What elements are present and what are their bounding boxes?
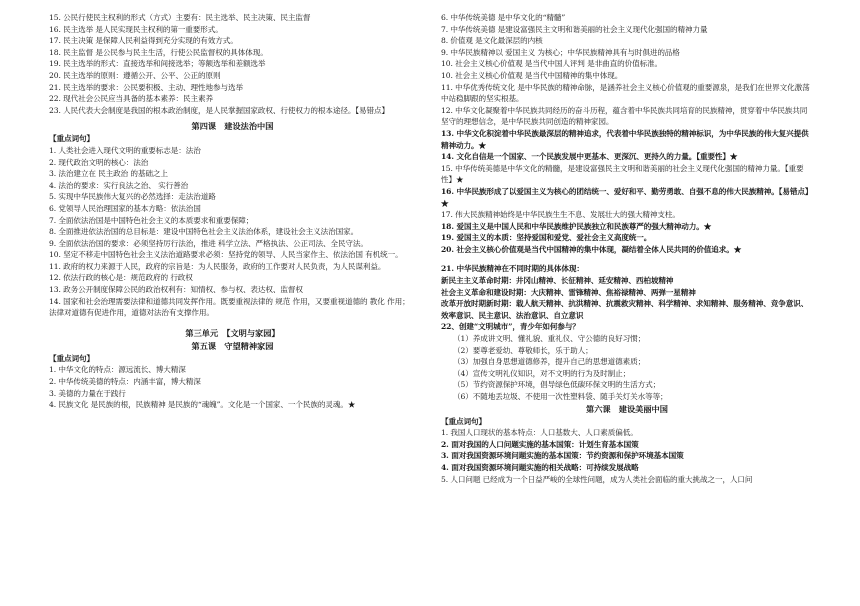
text-line: 20. 民主选举的原则：遵循公开、公平、公正的原则 bbox=[49, 70, 221, 80]
text-paragraph: 11. 政府的权力来源于人民，政府的宗旨是：为人民服务，政府的工作要对人民负责，为人民谋利益。 bbox=[49, 261, 386, 271]
text-line: 18. 民主监督 是公民参与民主生活，行使公民监督权的具体体现。 bbox=[49, 47, 268, 57]
text-line: 22. 现代社会公民应当具备的基本素养：民主素养 bbox=[49, 94, 213, 104]
list-item: （6）不随地丢垃圾、不使用一次性塑料袋、随手关灯关水等等； bbox=[453, 392, 668, 401]
text-line: 1. 中华文化的特点：源远流长、博大精深 bbox=[49, 365, 186, 375]
text-paragraph: 14. 国家和社会治理需要法律和道德共同发挥作用。既要重视法律的 规范 作用，又要重视道德的 教化 作用；法律对道德有促进作用，道德对法治有支撑作用。 bbox=[49, 296, 410, 318]
text-line: 社会主义革命和建设时期：大庆精神、雷锋精神、焦裕禄精神、两弹一星精神 bbox=[441, 287, 696, 297]
text-line: 1. 人类社会进入现代文明的重要标志是：法治 bbox=[49, 145, 201, 155]
text-paragraph: 12. 中华文化凝聚着中华民族共同经历的奋斗历程，蕴含着中华民族共同培育的民族精神，贯穿着中华民族共同坚守的理想信念，是中华民族共同创造的精神家园。 bbox=[441, 105, 808, 127]
text-paragraph: 15. 中华传统美德是中华文化的精髓，是建设富强民主文明和谐美丽的社会主义现代化强国的精神力量。【重要性】★ bbox=[441, 163, 804, 185]
text-line: 17. 伟大民族精神始终是中华民族生生不息、发展壮大的强大精神支柱。 bbox=[441, 210, 680, 220]
text-line: 8. 价值观 是文化最深层的内核 bbox=[441, 36, 543, 46]
text-line: 19. 民主选举的形式：直接选举和间接选举；等额选举和差额选举 bbox=[49, 59, 266, 69]
text-line: 2. 中华传统美德的特点：内涵丰富，博大精深 bbox=[49, 377, 201, 387]
text-line: 6. 党领导人民治理国家的基本方略：依法治国 bbox=[49, 203, 201, 213]
section-title: 22、创建“文明城市”，青少年如何参与？ bbox=[441, 322, 580, 332]
list-item: （2）要尊老爱幼、尊敬师长，乐于助人； bbox=[453, 345, 593, 355]
text-line: 20. 社会主义核心价值观是当代中国精神的集中体现，凝结着全体人民共同的价值追求。★ bbox=[441, 244, 742, 254]
text-line: 3. 法治建立在 民主政治 的基础之上 bbox=[49, 169, 168, 179]
text-line: 18. 爱国主义是中国人民和中华民族维护民族独立和民族尊严的强大精神动力。★ bbox=[441, 221, 712, 231]
text-line: 8. 全面推进依法治国的总目标是：建设中国特色社会主义法治体系，建设社会主义法治国家。 bbox=[49, 227, 359, 237]
lesson-heading: 第五课 守望精神家园 bbox=[191, 340, 274, 351]
text-line: 19. 爱国主义的本质：坚持爱国和爱党、爱社会主义高度统一。 bbox=[441, 233, 652, 243]
key-points-label: 【重点词句】 bbox=[441, 416, 486, 426]
text-line: 1. 我国人口现状的基本特点：人口基数大、人口素质偏低。 bbox=[441, 428, 638, 438]
text-line: 21. 民主选举的要求：公民要积极、主动、理性地参与选举 bbox=[49, 82, 243, 92]
text-line: 2. 面对我国的人口问题实施的基本国策：计划生育基本国策 bbox=[441, 439, 639, 449]
text-line: 6. 中华传统美德 是中华文化的“精髓” bbox=[441, 13, 566, 22]
text-line: 3. 美德的力量在于践行 bbox=[49, 388, 126, 398]
text-line: 10. 社会主义核心价值观 是当代中国精神的集中体现。 bbox=[441, 70, 623, 80]
text-line: 14. 文化自信是一个国家、一个民族发展中更基本、更深沉、更持久的力量。【重要性】★ bbox=[441, 152, 738, 162]
list-item: （1）养成讲文明、懂礼貌、重礼仪、守公德的良好习惯； bbox=[453, 334, 646, 344]
text-line: 13. 政务公开制度保障公民的政治权利有：知情权、参与权、表达权、监督权 bbox=[49, 285, 303, 295]
lesson-heading: 第四课 建设法治中国 bbox=[191, 121, 274, 132]
text-paragraph: 13. 中华文化积淀着中华民族最深层的精神追求，代表着中华民族独特的精神标识，为中华民族的伟大复兴提供精神动力。★ bbox=[441, 128, 809, 150]
text-paragraph: 11. 中华优秀传统文化 是中华民族的精神命脉，是涵养社会主义核心价值观的重要源泉，是我们在世界文化激荡中站稳脚跟的坚实根基。 bbox=[441, 82, 810, 104]
text-line: 15. 公民行使民主权利的形式（方式）主要有：民主选举、民主决策、民主监督 bbox=[49, 13, 311, 22]
left-column bbox=[49, 12, 416, 411]
text-line: 17. 民主决策 是保障人民利益得到充分实现的有效方式。 bbox=[49, 36, 238, 46]
lesson-heading: 第六课 建设美丽中国 bbox=[586, 403, 668, 414]
text-line: 5. 人口问题 已经成为一个日益严峻的全球性问题，成为人类社会面临的重大挑战之一，人口问 bbox=[441, 474, 753, 484]
unit-heading: 第三单元 【文明与家园】 bbox=[185, 327, 280, 338]
list-item: （5）节约资源保护环境，倡导绿色低碳环保文明的生活方式； bbox=[453, 380, 661, 390]
key-points-label: 【重点词句】 bbox=[49, 353, 94, 363]
text-paragraph: 10. 坚定不移走中国特色社会主义法治道路要求必须：坚持党的领导、人民当家作主、依法治国 有机统一。 bbox=[49, 250, 403, 260]
text-line: 4. 法治的要求：实行良法之治、 实行善治 bbox=[49, 180, 189, 190]
text-line: 16. 民主选举 是人民实现民主权利的第一重要形式。 bbox=[49, 24, 223, 34]
text-line: 7. 中华传统美德 是建设富强民主文明和谐美丽的社会主义现代化强国的精神力量 bbox=[441, 24, 708, 34]
text-line: 5. 实现中华民族伟大复兴的必然选择：走法治道路 bbox=[49, 192, 216, 202]
text-line: 2. 现代政治文明的核心：法治 bbox=[49, 157, 149, 167]
section-title: 21. 中华民族精神在不同时期的具体体现： bbox=[441, 264, 584, 274]
text-line: 7. 全面依法治国是中国特色社会主义的本质要求和重要保障； bbox=[49, 215, 254, 225]
text-paragraph: 16. 中华民族形成了以爱国主义为核心的团结统一、爱好和平、勤劳勇敢、自强不息的伟大民族精神。【易错点】★ bbox=[441, 186, 813, 208]
right-column bbox=[441, 12, 813, 485]
text-paragraph: 9. 全面依法治国的要求：必须坚持厉行法治，推进 科学立法、严格执法、公正司法、全民守法。 bbox=[49, 238, 368, 248]
text-line: 9. 中华民族精神以 爱国主义 为核心；中华民族精神具有与时俱进的品格 bbox=[441, 47, 680, 57]
text-line: 12. 依法行政的核心是：规范政府的 行政权 bbox=[49, 273, 193, 283]
key-points-label: 【重点词句】 bbox=[49, 134, 94, 144]
text-line: 10. 社会主义核心价值观 是当代中国人评判 是非曲直的价值标准。 bbox=[441, 59, 663, 69]
list-item: （3）加强自身思想道德修养，提升自己的思想道德素质； bbox=[453, 357, 646, 367]
text-line: 3. 面对我国资源环境问题实施的基本国策：节约资源和保护环境基本国策 bbox=[441, 451, 684, 461]
list-item: （4）宣传文明礼仪知识，对不文明的行为及时制止； bbox=[453, 368, 631, 378]
text-paragraph: 23. 人民代表大会制度是我国的根本政治制度，是人民掌握国家政权、行使权力的根本途径。【易错点】 bbox=[49, 105, 390, 115]
text-paragraph: 4. 民族文化 是民族的根，民族精神 是民族的“魂魄”。文化是一个国家、一个民族的灵魂。★ bbox=[49, 400, 356, 410]
text-line: 4. 面对我国资源环境问题实施的相关战略：可持续发展战略 bbox=[441, 462, 639, 472]
text-line: 新民主主义革命时期：井冈山精神、长征精神、延安精神、西柏坡精神 bbox=[441, 276, 674, 286]
text-paragraph: 改革开放时期新时期：载人航天精神、抗洪精神、抗震救灾精神、科学精神、求知精神、服务精神、竞争意识、效率意识、民主意识、法治意识、自立意识 bbox=[441, 299, 809, 320]
